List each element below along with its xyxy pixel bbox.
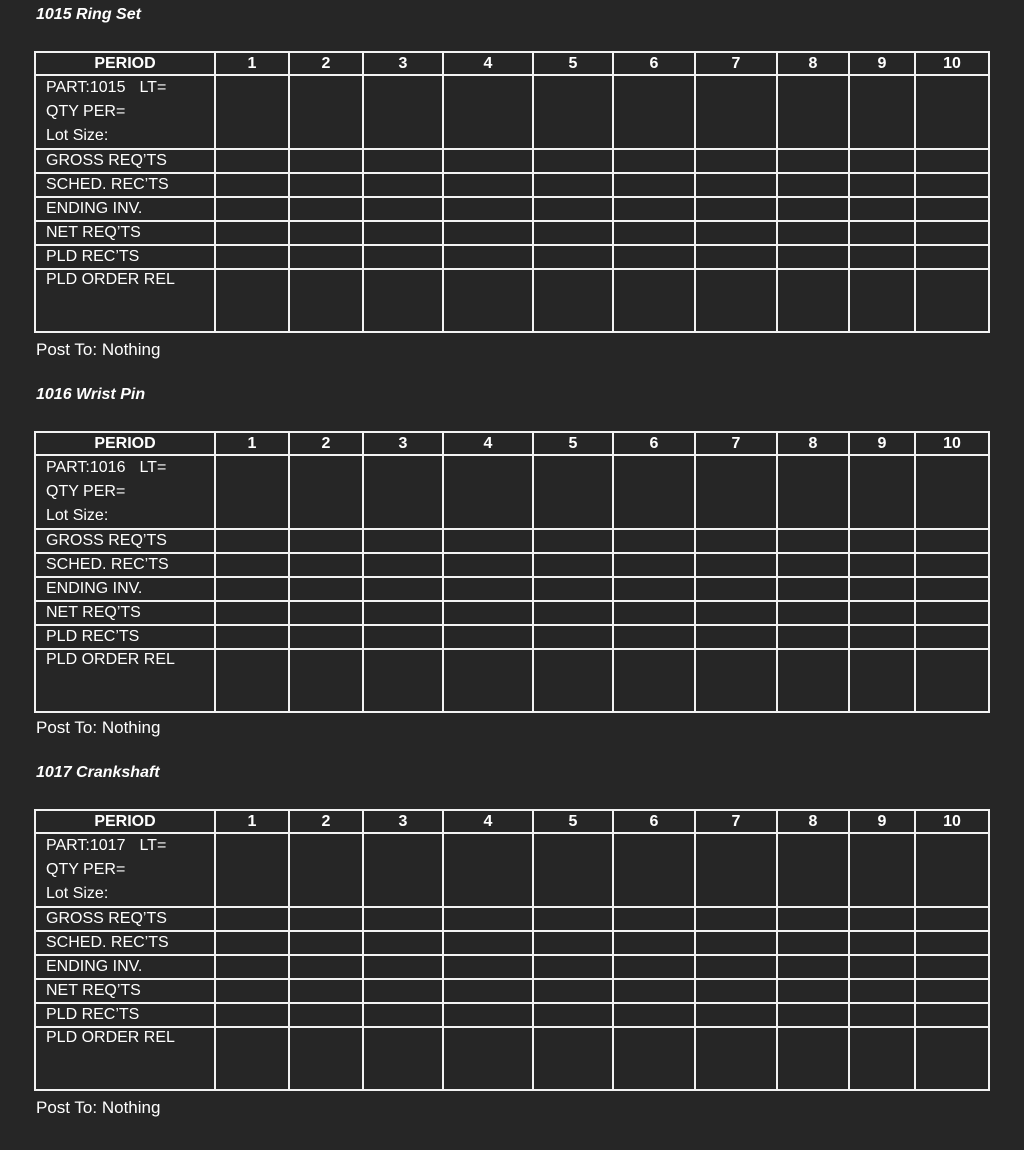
row-label: SCHED. REC’TS [35, 553, 215, 577]
section-title: 1017 Crankshaft [36, 764, 160, 781]
header-row [35, 810, 989, 833]
sched-recpts-row [35, 553, 989, 577]
grid-cell [289, 455, 363, 529]
net-reqts-row [35, 221, 989, 245]
row-label: SCHED. REC’TS [35, 173, 215, 197]
period-1: 1 [215, 52, 289, 75]
period-8: 8 [777, 432, 849, 455]
grid-cell [849, 455, 915, 529]
qty-per-label: QTY PER= [46, 103, 126, 120]
period-6: 6 [613, 432, 695, 455]
period-6: 6 [613, 810, 695, 833]
grid-cell [363, 455, 443, 529]
period-9: 9 [849, 810, 915, 833]
pld-order-rel-row [35, 649, 989, 712]
row-label: PLD REC’TS [35, 625, 215, 649]
grid-cell [215, 833, 289, 907]
net-reqts-row [35, 979, 989, 1003]
period-10: 10 [915, 810, 989, 833]
grid-cell [915, 75, 989, 149]
grid-cell [777, 75, 849, 149]
post-to-note: Post To: Nothing [36, 340, 161, 359]
gross-reqts-row [35, 149, 989, 173]
row-label: GROSS REQ’TS [35, 149, 215, 173]
header-row [35, 432, 989, 455]
grid-cell [613, 455, 695, 529]
grid-cell [613, 833, 695, 907]
row-label: PLD REC’TS [35, 1003, 215, 1027]
period-7: 7 [695, 810, 777, 833]
grid-cell [777, 833, 849, 907]
part-info-row [35, 455, 989, 529]
post-to-note: Post To: Nothing [36, 718, 161, 737]
period-4: 4 [443, 432, 533, 455]
pld-recpts-row [35, 1003, 989, 1027]
grid-cell [777, 455, 849, 529]
period-3: 3 [363, 52, 443, 75]
header-row [35, 52, 989, 75]
period-1: 1 [215, 810, 289, 833]
pld-order-rel-row [35, 1027, 989, 1090]
period-4: 4 [443, 810, 533, 833]
grid-cell [695, 75, 777, 149]
part-line [46, 76, 214, 100]
lt-label: LT= [139, 79, 167, 96]
part-line [46, 456, 214, 480]
part-info-cell [35, 455, 215, 529]
part-info-cell [35, 75, 215, 149]
row-label: PLD REC’TS [35, 245, 215, 269]
pld-recpts-row [35, 625, 989, 649]
period-10: 10 [915, 52, 989, 75]
lot-size-label: Lot Size: [46, 127, 109, 144]
grid-cell [915, 833, 989, 907]
period-10: 10 [915, 432, 989, 455]
period-5: 5 [533, 432, 613, 455]
gross-reqts-row [35, 529, 989, 553]
period-6: 6 [613, 52, 695, 75]
period-9: 9 [849, 52, 915, 75]
period-8: 8 [777, 52, 849, 75]
period-5: 5 [533, 810, 613, 833]
mrp-table [34, 431, 990, 713]
grid-cell [363, 833, 443, 907]
period-8: 8 [777, 810, 849, 833]
post-to-note: Post To: Nothing [36, 1098, 161, 1117]
qty-per-label: QTY PER= [46, 861, 126, 878]
grid-cell [215, 75, 289, 149]
row-label: GROSS REQ’TS [35, 907, 215, 931]
sched-recpts-row [35, 173, 989, 197]
period-4: 4 [443, 52, 533, 75]
part-label: PART:1016 [46, 459, 126, 476]
grid-cell [289, 75, 363, 149]
grid-cell [363, 75, 443, 149]
grid-cell [443, 75, 533, 149]
period-2: 2 [289, 810, 363, 833]
part-label: PART:1015 [46, 79, 126, 96]
period-2: 2 [289, 52, 363, 75]
period-header: PERIOD [35, 810, 215, 833]
grid-cell [443, 833, 533, 907]
part-line [46, 834, 214, 858]
grid-cell [695, 455, 777, 529]
row-label: PLD ORDER REL [35, 649, 215, 712]
pld-recpts-row [35, 245, 989, 269]
row-label: PLD ORDER REL [35, 1027, 215, 1090]
section-title: 1015 Ring Set [36, 6, 141, 23]
qty-per-label: QTY PER= [46, 483, 126, 500]
lot-size-label: Lot Size: [46, 885, 109, 902]
period-9: 9 [849, 432, 915, 455]
period-header: PERIOD [35, 52, 215, 75]
row-label: ENDING INV. [35, 577, 215, 601]
period-1: 1 [215, 432, 289, 455]
period-header: PERIOD [35, 432, 215, 455]
lt-label: LT= [139, 837, 167, 854]
row-label: PLD ORDER REL [35, 269, 215, 332]
row-label: NET REQ’TS [35, 979, 215, 1003]
mrp-table [34, 51, 990, 333]
period-7: 7 [695, 52, 777, 75]
period-2: 2 [289, 432, 363, 455]
grid-cell [849, 75, 915, 149]
grid-cell [533, 75, 613, 149]
grid-cell [533, 455, 613, 529]
row-label: NET REQ’TS [35, 601, 215, 625]
ending-inv-row [35, 955, 989, 979]
net-reqts-row [35, 601, 989, 625]
sched-recpts-row [35, 931, 989, 955]
period-3: 3 [363, 810, 443, 833]
grid-cell [695, 833, 777, 907]
ending-inv-row [35, 197, 989, 221]
mrp-table [34, 809, 990, 1091]
period-5: 5 [533, 52, 613, 75]
gross-reqts-row [35, 907, 989, 931]
part-info-row [35, 75, 989, 149]
pld-order-rel-row [35, 269, 989, 332]
row-label: SCHED. REC’TS [35, 931, 215, 955]
section-title: 1016 Wrist Pin [36, 386, 146, 403]
row-label: GROSS REQ’TS [35, 529, 215, 553]
grid-cell [915, 455, 989, 529]
period-3: 3 [363, 432, 443, 455]
grid-cell [443, 455, 533, 529]
grid-cell [613, 75, 695, 149]
grid-cell [289, 833, 363, 907]
row-label: ENDING INV. [35, 197, 215, 221]
lot-size-label: Lot Size: [46, 507, 109, 524]
lt-label: LT= [139, 459, 167, 476]
row-label: ENDING INV. [35, 955, 215, 979]
ending-inv-row [35, 577, 989, 601]
grid-cell [533, 833, 613, 907]
grid-cell [215, 455, 289, 529]
grid-cell [849, 833, 915, 907]
part-info-row [35, 833, 989, 907]
row-label: NET REQ’TS [35, 221, 215, 245]
part-info-cell [35, 833, 215, 907]
part-label: PART:1017 [46, 837, 126, 854]
period-7: 7 [695, 432, 777, 455]
